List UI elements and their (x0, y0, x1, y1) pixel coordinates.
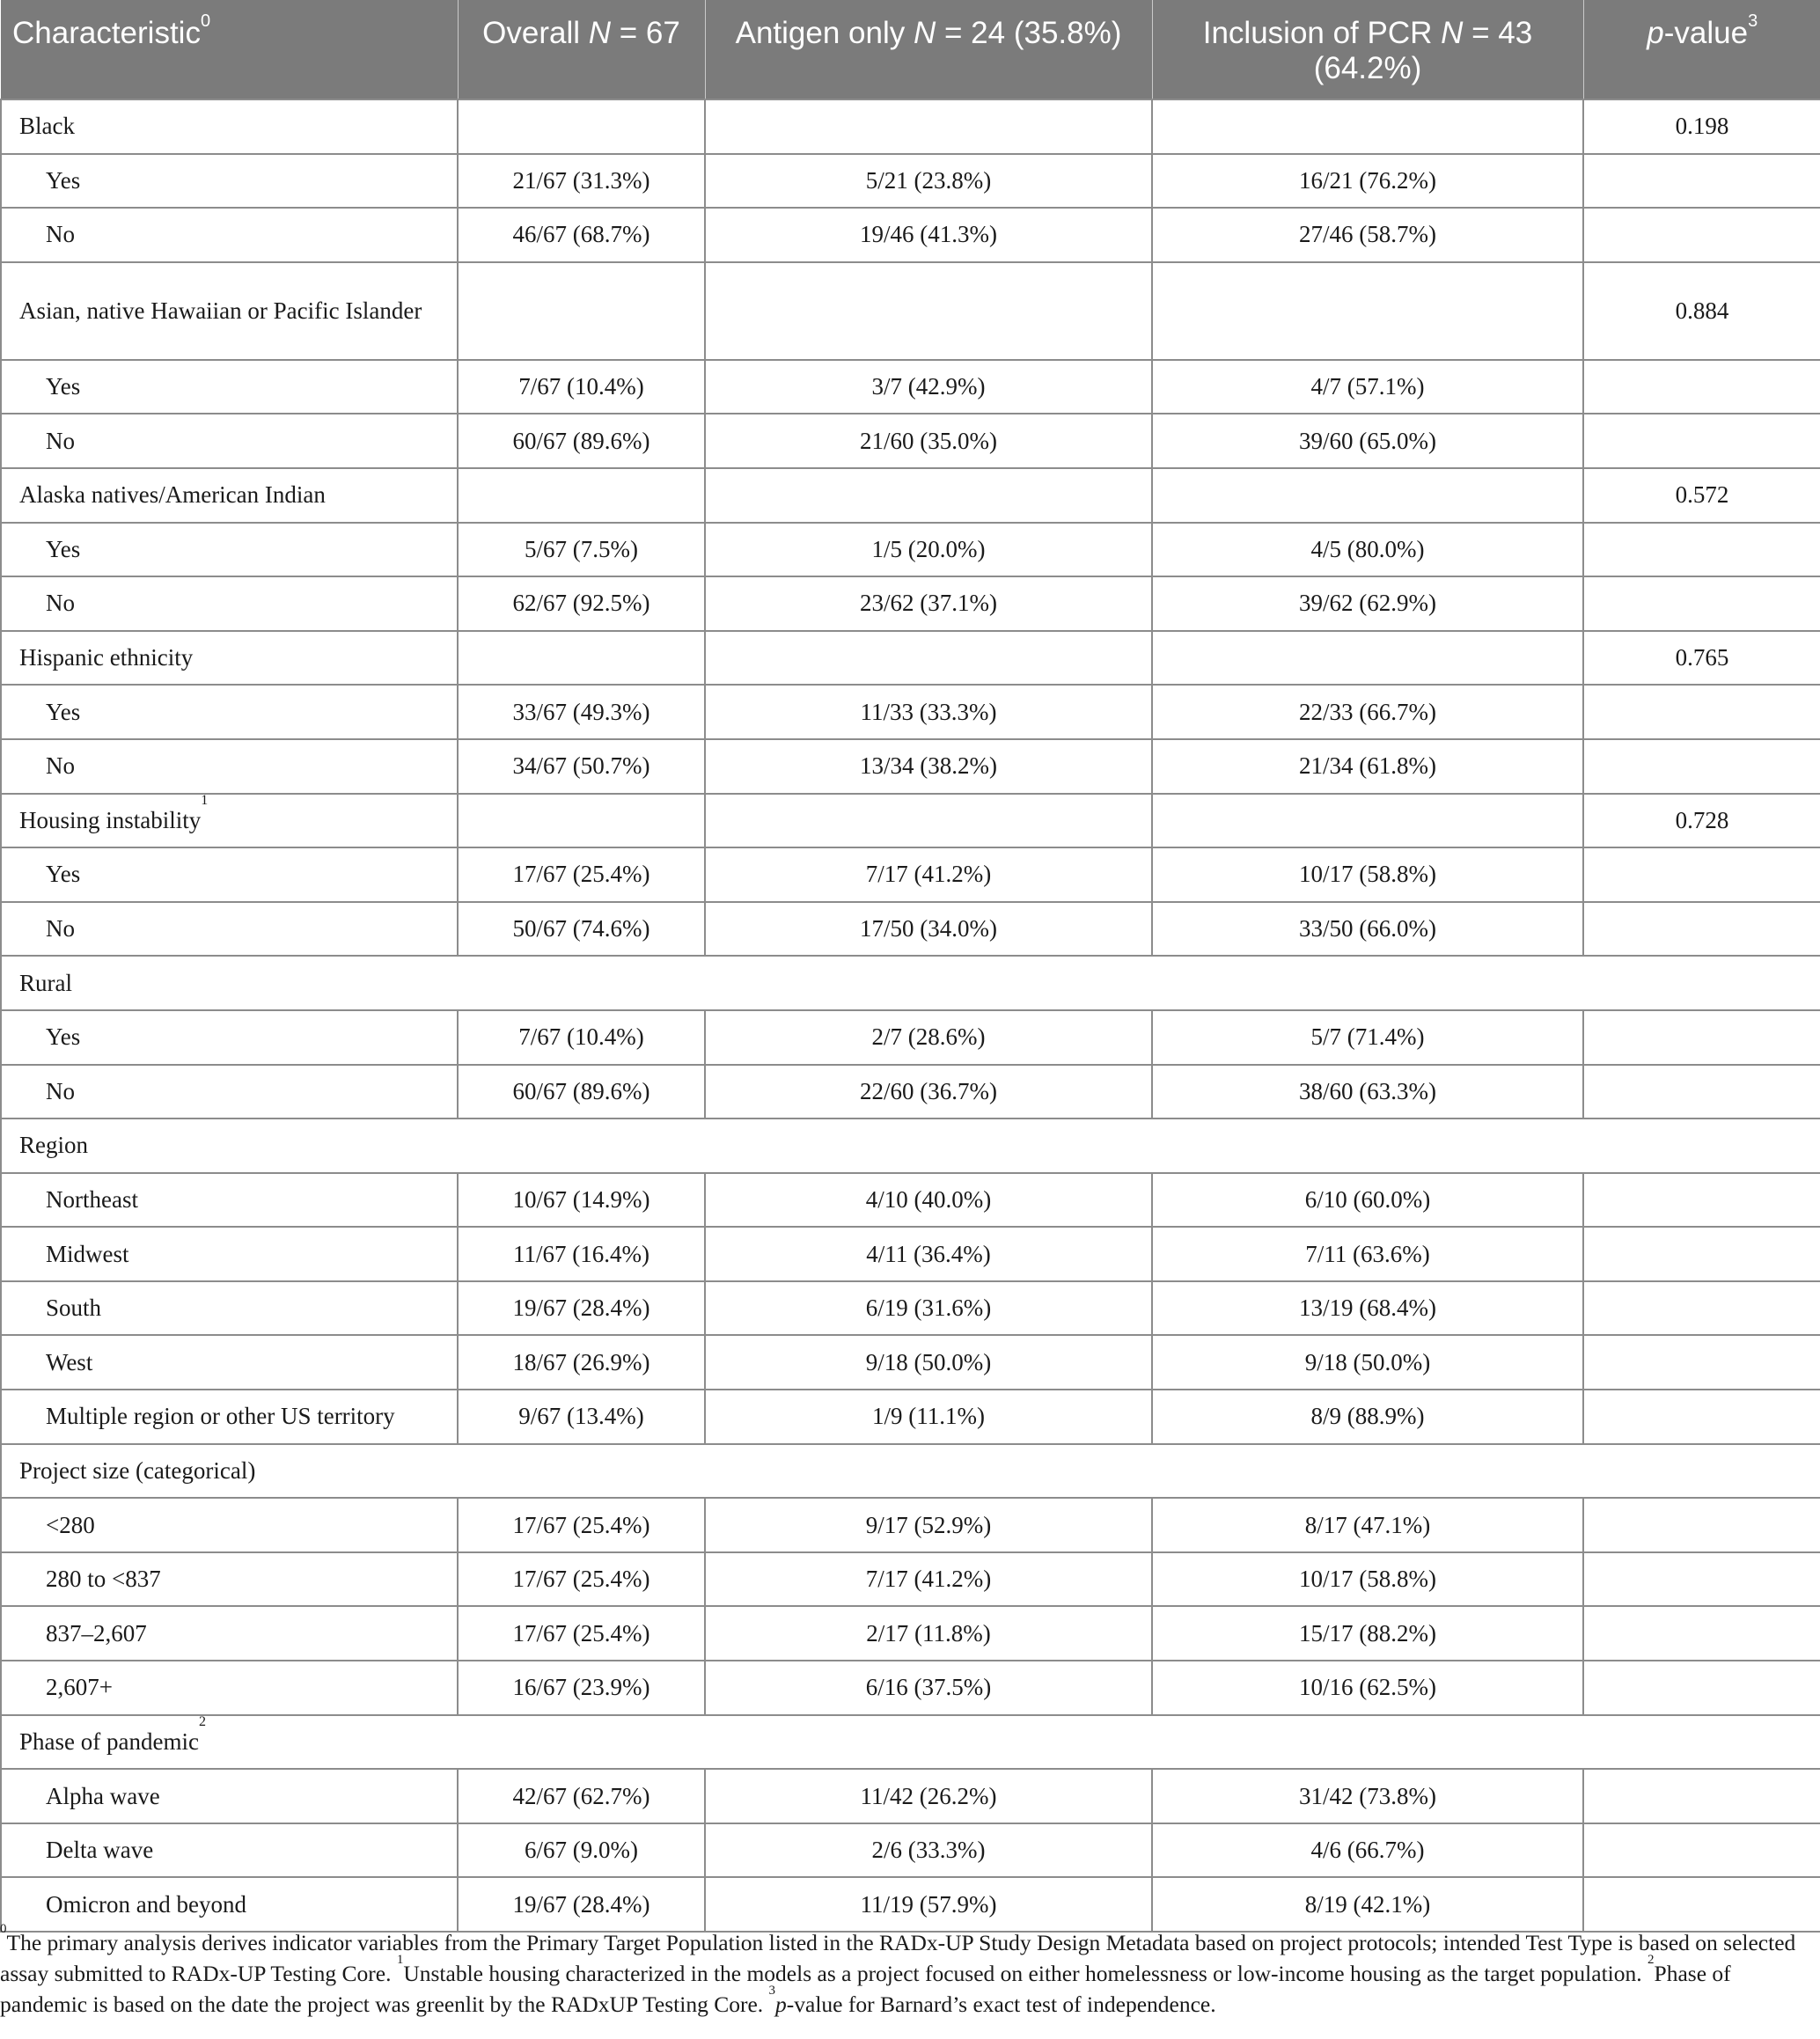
cell-characteristic: No (1, 739, 458, 794)
cell-antigen-only: 11/19 (57.9%) (705, 1877, 1152, 1932)
table-row (1, 1227, 1820, 1281)
table-row (1, 1769, 1820, 1823)
cell-characteristic: No (1, 208, 458, 262)
cell-overall: 18/67 (26.9%) (458, 1335, 705, 1390)
table-row (1, 360, 1820, 414)
cell-overall: 46/67 (68.7%) (458, 208, 705, 262)
cell-overall: 6/67 (9.0%) (458, 1823, 705, 1878)
header-characteristic: Characteristic$^0$ (1, 0, 458, 99)
category-row (1, 1119, 1820, 1173)
cell-characteristic: Housing instability$^1$ (1, 794, 458, 848)
cell-antigen-only (705, 262, 1152, 360)
cell-inclusion-of-pcr: 10/16 (62.5%) (1152, 1661, 1583, 1715)
table-row (1, 414, 1820, 468)
cell-characteristic: South (1, 1281, 458, 1336)
cell-inclusion-of-pcr: 5/7 (71.4%) (1152, 1010, 1583, 1065)
cell-overall (458, 262, 705, 360)
table-row (1, 1498, 1820, 1552)
table-row (1, 1823, 1820, 1878)
category-row (1, 468, 1820, 523)
cell-p-value (1583, 1335, 1820, 1390)
category-row (1, 1715, 1820, 1770)
cell-antigen-only: 2/7 (28.6%) (705, 1010, 1152, 1065)
cell-antigen-only: 9/18 (50.0%) (705, 1335, 1152, 1390)
cell-antigen-only: 17/50 (34.0%) (705, 902, 1152, 957)
cell-characteristic: Yes (1, 1010, 458, 1065)
cell-characteristic: Yes (1, 847, 458, 902)
cell-antigen-only: 11/42 (26.2%) (705, 1769, 1152, 1823)
cell-p-value (1583, 1390, 1820, 1444)
cell-antigen-only: 2/6 (33.3%) (705, 1823, 1152, 1878)
cell-p-value (1583, 685, 1820, 739)
cell-antigen-only (705, 468, 1152, 523)
table-row (1, 685, 1820, 739)
cell-characteristic: Region (1, 1119, 1820, 1173)
cell-overall: 17/67 (25.4%) (458, 1498, 705, 1552)
cell-inclusion-of-pcr (1152, 631, 1583, 686)
cell-antigen-only: 7/17 (41.2%) (705, 1552, 1152, 1607)
cell-inclusion-of-pcr: 31/42 (73.8%) (1152, 1769, 1583, 1823)
cell-overall (458, 468, 705, 523)
cell-p-value (1583, 1498, 1820, 1552)
table-row (1, 902, 1820, 957)
cell-characteristic: No (1, 1065, 458, 1119)
header-overall: Overall N = 67 (458, 0, 705, 99)
cell-characteristic: Midwest (1, 1227, 458, 1281)
cell-p-value: 0.884 (1583, 262, 1820, 360)
category-row (1, 262, 1820, 360)
cell-inclusion-of-pcr: 4/5 (80.0%) (1152, 523, 1583, 577)
cell-inclusion-of-pcr: 6/10 (60.0%) (1152, 1173, 1583, 1228)
cell-antigen-only: 19/46 (41.3%) (705, 208, 1152, 262)
cell-p-value: 0.765 (1583, 631, 1820, 686)
cell-antigen-only: 6/16 (37.5%) (705, 1661, 1152, 1715)
cell-overall: 7/67 (10.4%) (458, 360, 705, 414)
cell-p-value (1583, 576, 1820, 631)
cell-p-value (1583, 1227, 1820, 1281)
cell-characteristic: Project size (categorical) (1, 1444, 1820, 1499)
cell-inclusion-of-pcr: 39/62 (62.9%) (1152, 576, 1583, 631)
cell-characteristic: No (1, 576, 458, 631)
cell-overall: 10/67 (14.9%) (458, 1173, 705, 1228)
cell-overall: 9/67 (13.4%) (458, 1390, 705, 1444)
cell-overall: 19/67 (28.4%) (458, 1281, 705, 1336)
cell-inclusion-of-pcr: 33/50 (66.0%) (1152, 902, 1583, 957)
cell-overall: 21/67 (31.3%) (458, 154, 705, 209)
table-row (1, 1552, 1820, 1607)
cell-overall (458, 631, 705, 686)
cell-overall: 17/67 (25.4%) (458, 1552, 705, 1607)
cell-p-value (1583, 1281, 1820, 1336)
cell-characteristic: No (1, 414, 458, 468)
table-row (1, 847, 1820, 902)
cell-p-value (1583, 1661, 1820, 1715)
cell-p-value (1583, 1010, 1820, 1065)
cell-inclusion-of-pcr: 39/60 (65.0%) (1152, 414, 1583, 468)
cell-antigen-only (705, 631, 1152, 686)
cell-inclusion-of-pcr: 15/17 (88.2%) (1152, 1606, 1583, 1661)
cell-p-value (1583, 154, 1820, 209)
cell-inclusion-of-pcr: 22/33 (66.7%) (1152, 685, 1583, 739)
cell-inclusion-of-pcr: 38/60 (63.3%) (1152, 1065, 1583, 1119)
cell-inclusion-of-pcr: 9/18 (50.0%) (1152, 1335, 1583, 1390)
cell-characteristic: Yes (1, 685, 458, 739)
cell-p-value (1583, 1606, 1820, 1661)
cell-inclusion-of-pcr: 8/19 (42.1%) (1152, 1877, 1583, 1932)
cell-characteristic: Phase of pandemic$^2$ (1, 1715, 1820, 1770)
cell-overall: 33/67 (49.3%) (458, 685, 705, 739)
table-footnote: $^0$The primary analysis derives indicator variables from the Primary Target Population listed in the RADx-UP Study Design Metadata based on project protocols; intended Test Type is based on selected assay submitted to RADx-UP Testing Core. $^1$Unstable housing characterized in the models as a project focused on either homelessness or low-income housing as the target population. $^2$Phase of pandemic is based on the date the project was greenlit by the RADxUP Testing Core. $^3$p-value for Barnard’s exact test of independence. (0, 1922, 1796, 2017)
cell-antigen-only (705, 794, 1152, 848)
cell-inclusion-of-pcr: 13/19 (68.4%) (1152, 1281, 1583, 1336)
cell-overall: 19/67 (28.4%) (458, 1877, 705, 1932)
cell-p-value (1583, 1173, 1820, 1228)
category-row (1, 1444, 1820, 1499)
table-row (1, 208, 1820, 262)
cell-characteristic: 837–2,607 (1, 1606, 458, 1661)
cell-overall: 7/67 (10.4%) (458, 1010, 705, 1065)
cell-overall (458, 99, 705, 154)
cell-antigen-only: 3/7 (42.9%) (705, 360, 1152, 414)
cell-inclusion-of-pcr: 7/11 (63.6%) (1152, 1227, 1583, 1281)
table-row (1, 576, 1820, 631)
cell-p-value (1583, 1769, 1820, 1823)
cell-overall: 17/67 (25.4%) (458, 847, 705, 902)
header-antigen-only: Antigen only N = 24 (35.8%) (705, 0, 1152, 99)
cell-antigen-only: 1/5 (20.0%) (705, 523, 1152, 577)
table-row (1, 1281, 1820, 1336)
table-row (1, 1877, 1820, 1932)
cell-overall: 5/67 (7.5%) (458, 523, 705, 577)
cell-characteristic: <280 (1, 1498, 458, 1552)
category-row (1, 99, 1820, 154)
cell-p-value (1583, 739, 1820, 794)
cell-antigen-only: 7/17 (41.2%) (705, 847, 1152, 902)
cell-characteristic: 280 to <837 (1, 1552, 458, 1607)
table-row (1, 1010, 1820, 1065)
cell-overall: 34/67 (50.7%) (458, 739, 705, 794)
cell-characteristic: Northeast (1, 1173, 458, 1228)
cell-antigen-only: 4/11 (36.4%) (705, 1227, 1152, 1281)
cell-inclusion-of-pcr (1152, 262, 1583, 360)
category-row (1, 631, 1820, 686)
cell-antigen-only: 2/17 (11.8%) (705, 1606, 1152, 1661)
cell-p-value (1583, 208, 1820, 262)
cell-inclusion-of-pcr: 8/17 (47.1%) (1152, 1498, 1583, 1552)
cell-p-value (1583, 1552, 1820, 1607)
table-row (1, 1606, 1820, 1661)
cell-p-value (1583, 1065, 1820, 1119)
cell-overall: 42/67 (62.7%) (458, 1769, 705, 1823)
cell-antigen-only (705, 99, 1152, 154)
cell-overall: 11/67 (16.4%) (458, 1227, 705, 1281)
cell-overall: 50/67 (74.6%) (458, 902, 705, 957)
cell-characteristic: Black (1, 99, 458, 154)
table-row (1, 154, 1820, 209)
cell-inclusion-of-pcr (1152, 99, 1583, 154)
cell-characteristic: Delta wave (1, 1823, 458, 1878)
table-header (1, 0, 1820, 99)
cell-p-value (1583, 414, 1820, 468)
cell-p-value (1583, 360, 1820, 414)
cell-antigen-only: 9/17 (52.9%) (705, 1498, 1152, 1552)
cell-characteristic: 2,607+ (1, 1661, 458, 1715)
cell-antigen-only: 21/60 (35.0%) (705, 414, 1152, 468)
cell-inclusion-of-pcr: 10/17 (58.8%) (1152, 847, 1583, 902)
cell-p-value (1583, 523, 1820, 577)
cell-characteristic: Asian, native Hawaiian or Pacific Islander (1, 262, 458, 360)
cell-characteristic: Yes (1, 154, 458, 209)
cell-antigen-only: 4/10 (40.0%) (705, 1173, 1152, 1228)
table-row (1, 1335, 1820, 1390)
cell-antigen-only: 11/33 (33.3%) (705, 685, 1152, 739)
cell-overall: 16/67 (23.9%) (458, 1661, 705, 1715)
cell-p-value (1583, 1823, 1820, 1878)
cell-characteristic: Omicron and beyond (1, 1877, 458, 1932)
cell-p-value: 0.728 (1583, 794, 1820, 848)
cell-characteristic: Alaska natives/American Indian (1, 468, 458, 523)
cell-inclusion-of-pcr: 16/21 (76.2%) (1152, 154, 1583, 209)
cell-antigen-only: 6/19 (31.6%) (705, 1281, 1152, 1336)
cell-p-value (1583, 1877, 1820, 1932)
table-row (1, 1390, 1820, 1444)
cell-overall: 17/67 (25.4%) (458, 1606, 705, 1661)
cell-inclusion-of-pcr: 10/17 (58.8%) (1152, 1552, 1583, 1607)
cell-characteristic: Multiple region or other US territory (1, 1390, 458, 1444)
cell-overall: 60/67 (89.6%) (458, 1065, 705, 1119)
header-p-value: p-value$^3$ (1583, 0, 1820, 99)
cell-characteristic: Alpha wave (1, 1769, 458, 1823)
category-row (1, 956, 1820, 1010)
cell-antigen-only: 23/62 (37.1%) (705, 576, 1152, 631)
cell-inclusion-of-pcr: 4/7 (57.1%) (1152, 360, 1583, 414)
cell-characteristic: West (1, 1335, 458, 1390)
cell-antigen-only: 1/9 (11.1%) (705, 1390, 1152, 1444)
cell-characteristic: Yes (1, 360, 458, 414)
cell-inclusion-of-pcr: 8/9 (88.9%) (1152, 1390, 1583, 1444)
table-row (1, 1661, 1820, 1715)
cell-overall: 62/67 (92.5%) (458, 576, 705, 631)
cell-inclusion-of-pcr: 4/6 (66.7%) (1152, 1823, 1583, 1878)
cell-antigen-only: 22/60 (36.7%) (705, 1065, 1152, 1119)
cell-p-value: 0.198 (1583, 99, 1820, 154)
category-row (1, 794, 1820, 848)
table-row (1, 1173, 1820, 1228)
table-row (1, 523, 1820, 577)
cell-p-value: 0.572 (1583, 468, 1820, 523)
cell-antigen-only: 13/34 (38.2%) (705, 739, 1152, 794)
table-body (1, 99, 1820, 1932)
table-row (1, 739, 1820, 794)
cell-inclusion-of-pcr (1152, 468, 1583, 523)
cell-overall: 60/67 (89.6%) (458, 414, 705, 468)
cell-inclusion-of-pcr: 27/46 (58.7%) (1152, 208, 1583, 262)
cell-inclusion-of-pcr (1152, 794, 1583, 848)
cell-inclusion-of-pcr: 21/34 (61.8%) (1152, 739, 1583, 794)
cell-characteristic: No (1, 902, 458, 957)
cell-characteristic: Yes (1, 523, 458, 577)
cell-characteristic: Rural (1, 956, 1820, 1010)
cell-overall (458, 794, 705, 848)
header-inclusion-of-pcr: Inclusion of PCR N = 43 (64.2%) (1152, 0, 1583, 99)
table-row (1, 1065, 1820, 1119)
cell-p-value (1583, 847, 1820, 902)
cell-p-value (1583, 902, 1820, 957)
cell-antigen-only: 5/21 (23.8%) (705, 154, 1152, 209)
cell-characteristic: Hispanic ethnicity (1, 631, 458, 686)
